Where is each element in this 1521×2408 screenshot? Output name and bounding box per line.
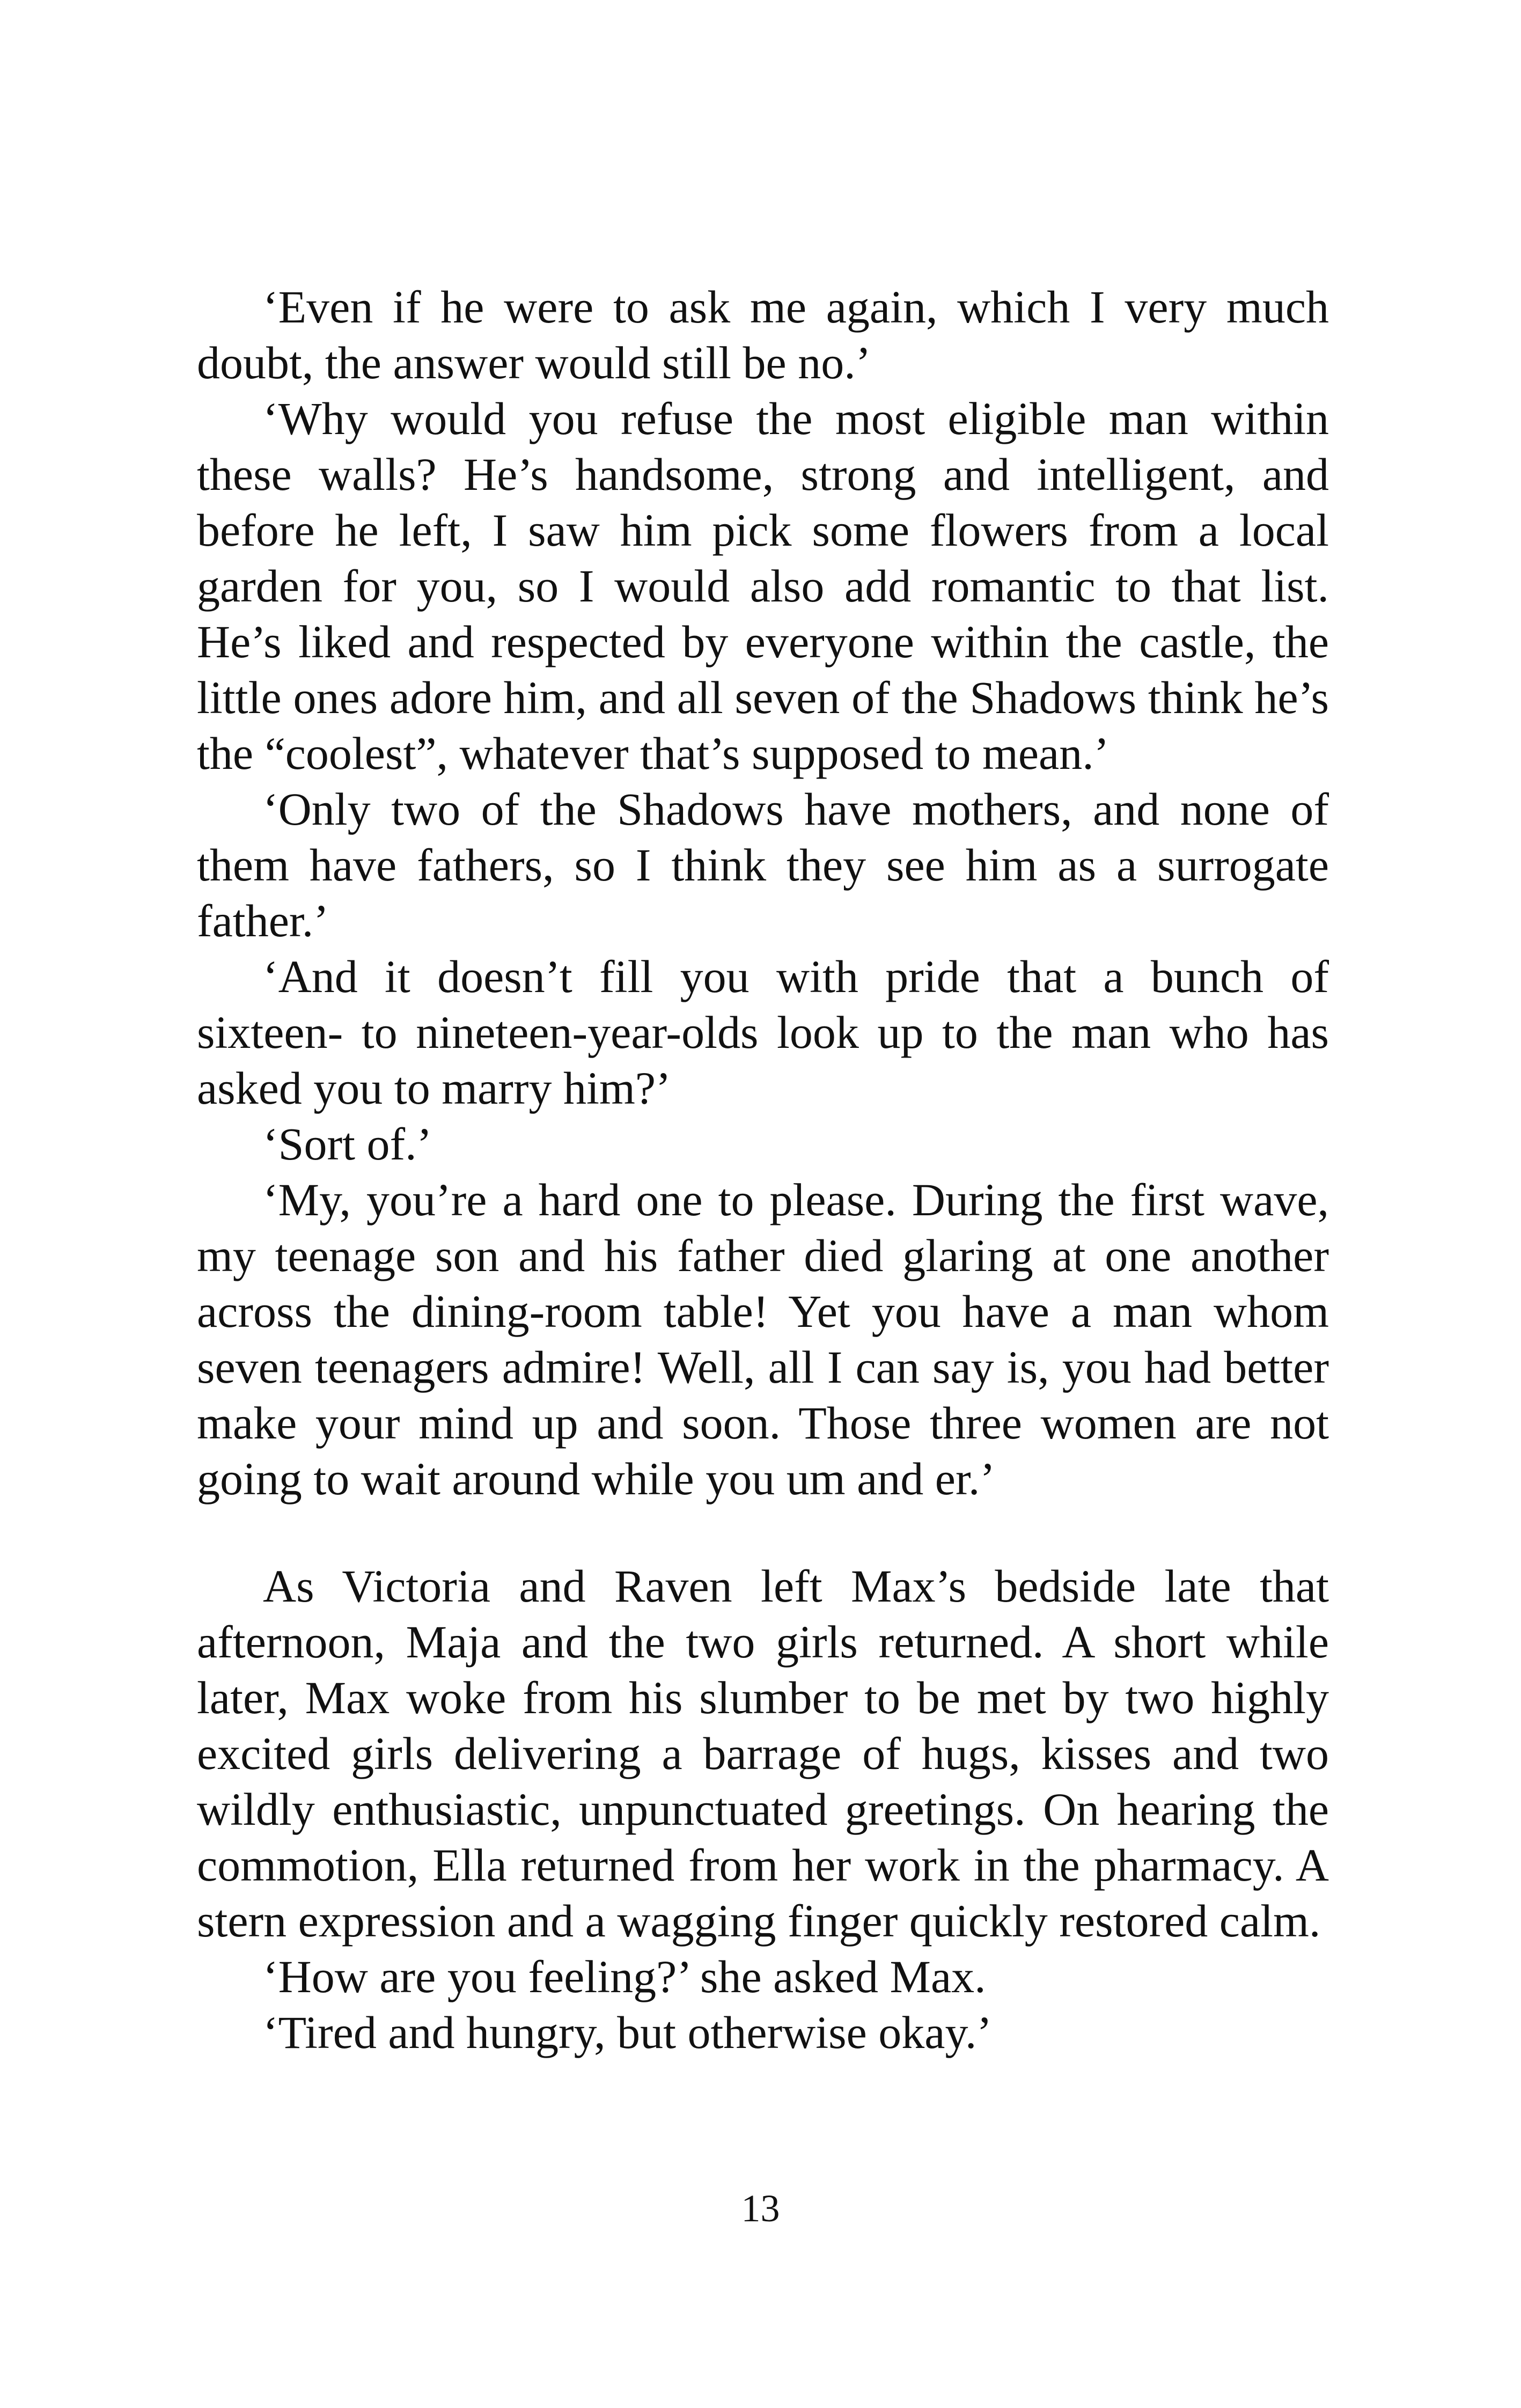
paragraph: ‘Only two of the Shadows have mothers, and none of them have fathers, so I think they see him as a surrogate father.’ — [197, 783, 1329, 946]
paragraph: ‘Sort of.’ — [263, 1118, 432, 1170]
paragraph: ‘Tired and hungry, but otherwise okay.’ — [263, 2007, 993, 2058]
paragraph: ‘My, you’re a hard one to please. During the first wave, my teenage son and his father died glaring at one another across the dining-room table! Yet you have a man whom seven teenagers admire! Well, all I can say is, you had better make your mind up and soon. Those three women are not going to wait around while you um and er.’ — [197, 1174, 1329, 1504]
text-block-narrative — [197, 1558, 1329, 2060]
paragraph: ‘Even if he were to ask me again, which I very much doubt, the answer would still be no.’ — [197, 281, 1329, 388]
paragraph: ‘And it doesn’t fill you with pride that a bunch of sixteen- to nineteen-year-olds look up to the man who has asked you to marry him?’ — [197, 951, 1329, 1114]
text-block-dialogue — [197, 279, 1329, 1507]
paragraph: ‘How are you feeling?’ she asked Max. — [263, 1951, 986, 2002]
page-number: 13 — [741, 2187, 780, 2230]
paragraph: As Victoria and Raven left Max’s bedside late that afternoon, Maja and the two girls returned. A short while later, Max woke from his slumber to be met by two highly excited girls delivering a barrage of hugs, kisses and two wildly enthusiastic, unpunctuated greetings. On hearing the commotion, Ella returned from her work in the pharmacy. A stern expression and a wagging finger quickly restored calm. — [197, 1560, 1329, 1947]
paragraph: ‘Why would you refuse the most eligible man within these walls? He’s handsome, strong and intelligent, and before he left, I saw him pick some flowers from a local garden for you, so I would also add romantic to that list. He’s liked and respected by everyone within the castle, the little ones adore him, and all seven of the Shadows think he’s the “coolest”, whatever that’s supposed to mean.’ — [197, 393, 1329, 779]
